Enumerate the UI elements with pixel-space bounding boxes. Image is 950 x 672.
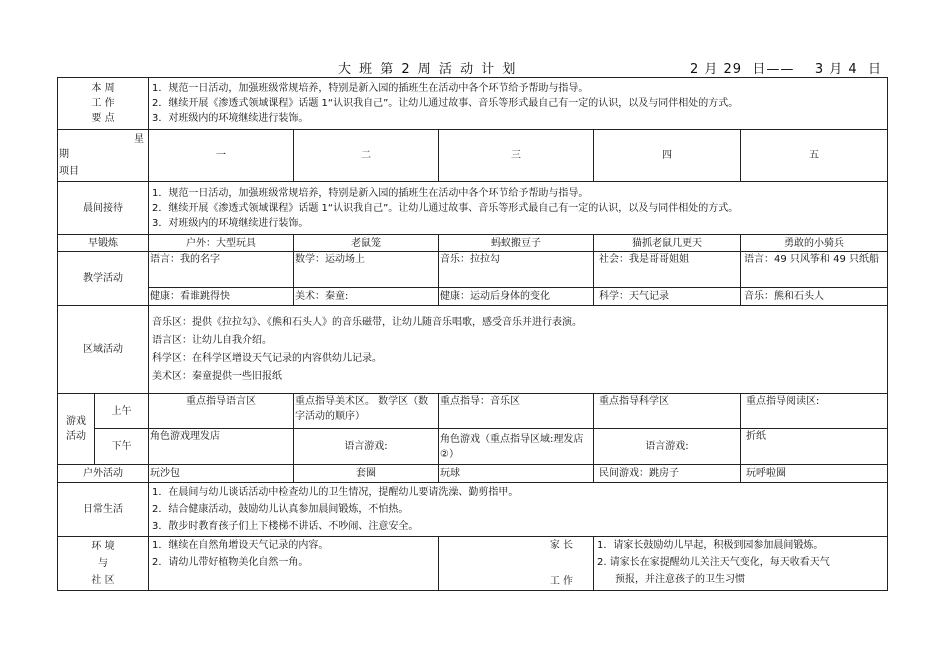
exercise-cell: 户外：大型玩具 [149, 235, 294, 252]
area-activity-label: 区域活动 [58, 306, 149, 394]
outdoor-row [58, 465, 888, 483]
outdoor-label: 户外活动 [58, 465, 149, 483]
teaching-cell: 数学：运动场上 [294, 252, 439, 288]
game-cell: 重点指导美术区。 数学区（数字活动的顺序） [294, 394, 439, 429]
game-cell: 折纸 [741, 429, 888, 465]
exercise-cell: 老鼠笼 [294, 235, 439, 252]
day-header-tue: 二 [294, 130, 439, 182]
day-header-mon: 一 [149, 130, 294, 182]
morning-exercise-label: 早锻炼 [58, 235, 149, 252]
game-morning-label: 上午 [95, 394, 149, 429]
teaching-cell: 社会：我是哥哥姐姐 [594, 252, 741, 288]
exercise-cell: 猫抓老鼠几更天 [594, 235, 741, 252]
daily-life-content: 1．在晨间与幼儿谈话活动中检查幼儿的卫生情况，提醒幼儿要请洗澡、勤剪指甲。 2．结合健康活动，鼓励幼儿认真参加晨间锻炼，不怕热。 3．散步时教育孩子们上下楼梯不讲话、不吵闹、注意安全。 [149, 483, 888, 537]
morning-reception-label: 晨间接待 [58, 182, 149, 235]
game-cell: 角色游戏（重点指导区域:理发店②） [439, 429, 594, 465]
game-cell: 语言游戏: [294, 429, 439, 465]
game-cell: 重点指导科学区 [594, 394, 741, 429]
plan-title: 大 班 第 2 周 活 动 计 划 [338, 62, 518, 77]
environment-label: 环 境 与 社 区 [58, 537, 149, 591]
work-point-item: 3．对班级内的环境继续进行装饰。 [152, 113, 309, 124]
teaching-row-2 [58, 288, 888, 306]
teaching-cell: 健康：运动后身体的变化 [439, 288, 594, 306]
work-points-content [149, 78, 888, 130]
work-point-item: 1．规范一日活动，加强班级常规培养，特别是新入园的插班生在活动中各个环节给予帮助与指导。 [152, 83, 589, 94]
weekday-header-row [58, 130, 888, 182]
daily-life-row [58, 483, 888, 537]
game-cell: 角色游戏理发店 [149, 429, 294, 465]
weekday-corner-cell: 星 期 项目 [58, 130, 149, 182]
parents-label: 家 长 工 作 [439, 537, 594, 591]
game-cell: 重点指导阅读区: [741, 394, 888, 429]
teaching-cell: 科学：天气记录 [594, 288, 741, 306]
work-points-label: 本 周 工 作 要 点 [58, 78, 149, 130]
teaching-cell: 语言：49 只风筝和 49 只纸船 [741, 252, 888, 288]
outdoor-cell: 玩球 [439, 465, 594, 483]
game-afternoon-label: 下午 [95, 429, 149, 465]
game-activity-label: 游戏 活动 [58, 394, 95, 465]
teaching-cell: 语言：我的名字 [149, 252, 294, 288]
teaching-cell: 音乐：拉拉勾 [439, 252, 594, 288]
outdoor-cell: 民间游戏：跳房子 [594, 465, 741, 483]
game-cell: 语言游戏: [594, 429, 741, 465]
game-cell: 重点指导：音乐区 [439, 394, 594, 429]
morning-reception-content: 1．规范一日活动，加强班级常规培养，特别是新入园的插班生在活动中各个环节给予帮助与指导。 2．继续开展《渗透式领域课程》话题 1“认识我自己”。让幼儿通过故事、音乐等形式最自己有一定的认识，以及与同伴相处的方式。 3．对班级内的环境继续进行装饰。 [149, 182, 888, 235]
day-header-wed: 三 [439, 130, 594, 182]
teaching-row-1 [58, 252, 888, 288]
weekly-plan-table [57, 77, 888, 591]
area-activity-row [58, 306, 888, 394]
outdoor-cell: 套圈 [294, 465, 439, 483]
morning-exercise-row [58, 235, 888, 252]
game-afternoon-row [58, 429, 888, 465]
outdoor-cell: 玩沙包 [149, 465, 294, 483]
day-header-thu: 四 [594, 130, 741, 182]
teaching-cell: 美术：秦童: [294, 288, 439, 306]
daily-life-label: 日常生活 [58, 483, 149, 537]
plan-date-range: 2 月 29 日—— 3 月 4 日 [690, 62, 882, 77]
outdoor-cell: 玩呼啦圈 [741, 465, 888, 483]
work-points-row [58, 78, 888, 130]
parents-content: 1．请家长鼓励幼儿早起，积极到园参加晨间锻炼。 2. 请家长在家提醒幼儿关注天气变化，每天收看天气 预报，并注意孩子的卫生习惯 [594, 537, 888, 591]
day-header-fri: 五 [741, 130, 888, 182]
morning-reception-row [58, 182, 888, 235]
exercise-cell: 蚂蚁搬豆子 [439, 235, 594, 252]
teaching-label: 教学活动 [58, 252, 149, 306]
exercise-cell: 勇敢的小骑兵 [741, 235, 888, 252]
game-morning-row [58, 394, 888, 429]
game-cell: 重点指导语言区 [149, 394, 294, 429]
teaching-cell: 音乐：熊和石头人 [741, 288, 888, 306]
work-point-item: 2．继续开展《渗透式领域课程》话题 1“认识我自己”。让幼儿通过故事、音乐等形式最自己有一定的认识，以及与同伴相处的方式。 [152, 98, 739, 109]
environment-parents-row [58, 537, 888, 591]
environment-content: 1．继续在自然角增设天气记录的内容。 2．请幼儿带好植物美化自然一角。 [149, 537, 439, 591]
teaching-cell: 健康：看谁跳得快 [149, 288, 294, 306]
area-activity-content: 音乐区：提供《拉拉勾》、《熊和石头人》的音乐磁带，让幼儿随音乐唱歌，感受音乐并进行表演。 语言区：让幼儿自我介绍。 科学区：在科学区增设天气记录的内容供幼儿记录。 美术区：秦童提供一些旧报纸 [149, 306, 888, 394]
